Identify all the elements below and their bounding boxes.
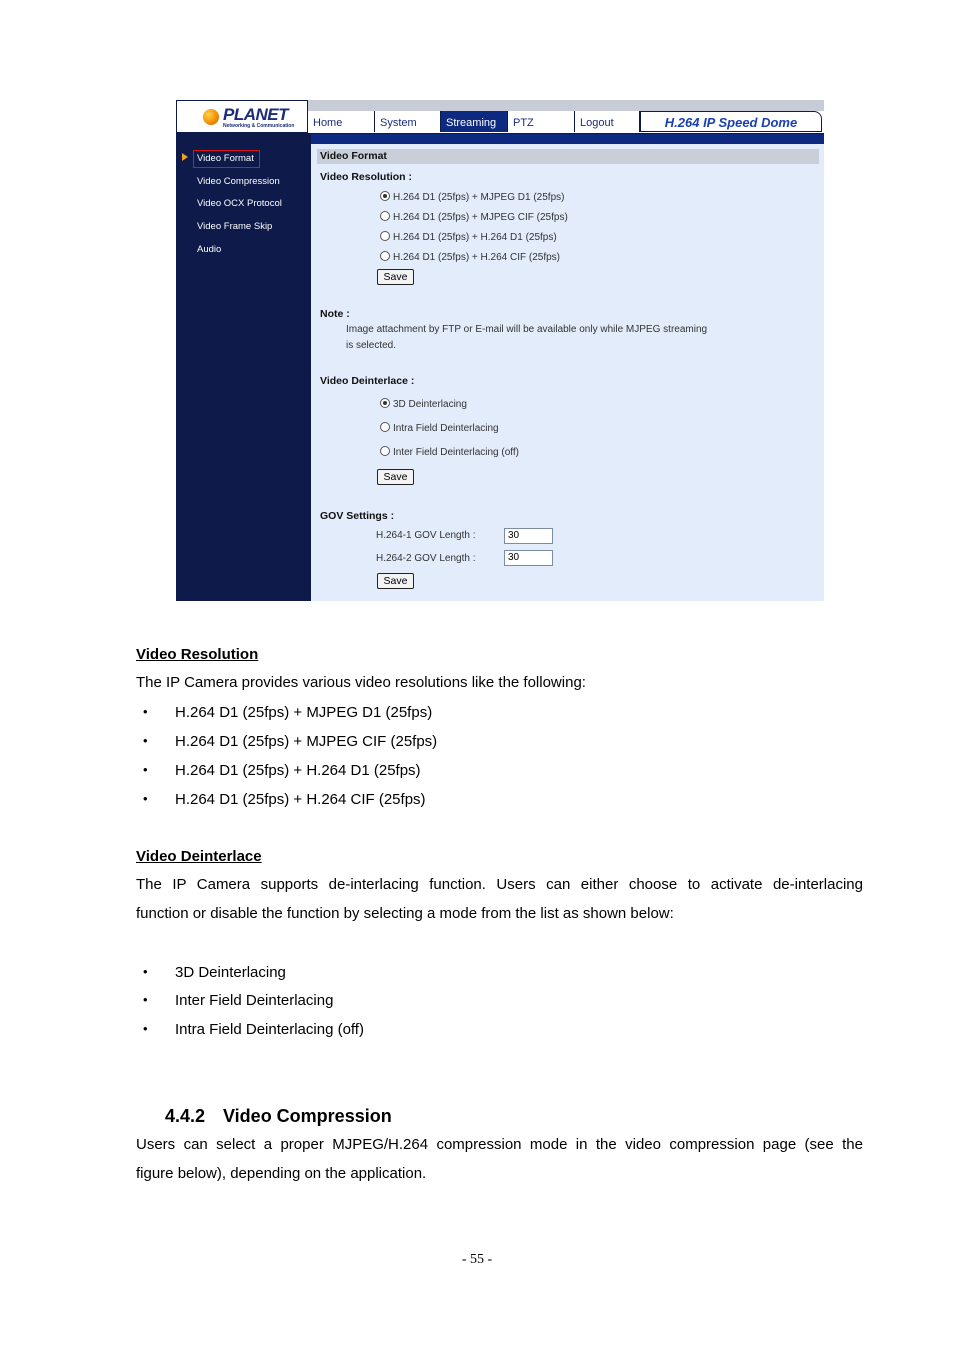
radio-selected-icon xyxy=(380,191,390,201)
product-name: H.264 IP Speed Dome xyxy=(640,111,822,132)
nav-underbar xyxy=(308,134,824,144)
list-item: Intra Field Deinterlacing (off) xyxy=(175,1021,364,1038)
radio-icon xyxy=(380,422,390,432)
tab-system[interactable]: System xyxy=(375,111,441,132)
radio-icon xyxy=(380,446,390,456)
paragraph-line: function or disable the function by selecting a mode from the list as shown below: xyxy=(136,905,674,922)
gov2-label: H.264-2 GOV Length : xyxy=(376,553,476,564)
deinterlace-option[interactable]: Inter Field Deinterlacing (off) xyxy=(380,446,519,459)
video-resolution-intro: The IP Camera provides various video resolutions like the following: xyxy=(136,674,586,691)
gov1-label: H.264-1 GOV Length : xyxy=(376,530,476,541)
bullet-icon: • xyxy=(143,704,148,719)
radio-icon xyxy=(380,231,390,241)
list-item: H.264 D1 (25fps) + MJPEG CIF (25fps) xyxy=(175,733,438,750)
selected-arrow-icon xyxy=(182,153,188,161)
logo-tagline: Networking & Communication xyxy=(223,123,295,129)
bullet-icon: • xyxy=(143,992,148,1007)
section-number: 4.4.2 xyxy=(165,1106,206,1126)
bullet-icon: • xyxy=(143,733,148,748)
bullet-icon: • xyxy=(143,1021,148,1036)
camera-ui-screenshot xyxy=(176,100,824,601)
paragraph-line: The IP Camera supports de-interlacing function. Users can either choose to activate de-interlacing xyxy=(136,876,863,893)
list-item: H.264 D1 (25fps) + MJPEG D1 (25fps) xyxy=(175,704,433,721)
logo-brand: PLANET xyxy=(223,105,288,124)
tab-ptz[interactable]: PTZ xyxy=(508,111,575,132)
list-item: Inter Field Deinterlacing xyxy=(175,992,334,1009)
video-deinterlace-heading: Video Deinterlace xyxy=(136,848,262,865)
sidebar-item-audio[interactable]: Audio xyxy=(197,244,222,255)
list-item: H.264 D1 (25fps) + H.264 D1 (25fps) xyxy=(175,762,421,779)
planet-logo xyxy=(176,100,308,133)
save-button[interactable]: Save xyxy=(377,573,414,589)
list-item: 3D Deinterlacing xyxy=(175,964,286,981)
content-panel xyxy=(311,144,824,601)
list-item: H.264 D1 (25fps) + H.264 CIF (25fps) xyxy=(175,791,426,808)
note-text: is selected. xyxy=(346,340,397,351)
page-number: - 55 - xyxy=(461,1252,493,1267)
resolution-option[interactable]: H.264 D1 (25fps) + MJPEG D1 (25fps) xyxy=(380,191,564,204)
video-resolution-heading: Video Resolution xyxy=(136,646,259,663)
panel-title: Video Format xyxy=(317,149,819,164)
tab-home[interactable]: Home xyxy=(308,111,375,132)
bullet-icon: • xyxy=(143,791,148,806)
deinterlace-option[interactable]: 3D Deinterlacing xyxy=(380,398,467,411)
globe-icon xyxy=(203,109,219,125)
save-button[interactable]: Save xyxy=(377,269,414,285)
tab-logout[interactable]: Logout xyxy=(575,111,640,132)
radio-icon xyxy=(380,251,390,261)
tab-streaming[interactable]: Streaming xyxy=(441,111,508,132)
section-title: Video Compression xyxy=(223,1106,392,1126)
radio-icon xyxy=(380,211,390,221)
sidebar-item-video-format[interactable]: Video Format xyxy=(193,150,260,168)
note-heading: Note : xyxy=(320,308,350,320)
resolution-option[interactable]: H.264 D1 (25fps) + MJPEG CIF (25fps) xyxy=(380,211,568,224)
paragraph-line: figure below), depending on the application. xyxy=(136,1165,427,1182)
sidebar-item-video-compression[interactable]: Video Compression xyxy=(197,176,280,187)
gov2-input[interactable]: 30 xyxy=(504,550,553,566)
note-text: Image attachment by FTP or E-mail will be available only while MJPEG streaming xyxy=(346,324,708,335)
sidebar-item-video-frame-skip[interactable]: Video Frame Skip xyxy=(197,221,273,232)
bullet-icon: • xyxy=(143,762,148,777)
nav-bar xyxy=(308,111,824,134)
deinterlace-heading: Video Deinterlace : xyxy=(320,375,415,387)
top-strip xyxy=(308,100,824,111)
radio-selected-icon xyxy=(380,398,390,408)
resolution-option[interactable]: H.264 D1 (25fps) + H.264 CIF (25fps) xyxy=(380,251,560,264)
gov1-input[interactable]: 30 xyxy=(504,528,553,544)
resolution-option[interactable]: H.264 D1 (25fps) + H.264 D1 (25fps) xyxy=(380,231,557,244)
paragraph-line: Users can select a proper MJPEG/H.264 compression mode in the video compression page (see the xyxy=(136,1136,863,1153)
gov-heading: GOV Settings : xyxy=(320,510,395,522)
sidebar-item-video-ocx-protocol[interactable]: Video OCX Protocol xyxy=(197,198,282,209)
sidebar xyxy=(176,133,311,601)
deinterlace-option[interactable]: Intra Field Deinterlacing xyxy=(380,422,499,435)
resolution-heading: Video Resolution : xyxy=(320,171,412,183)
save-button[interactable]: Save xyxy=(377,469,414,485)
bullet-icon: • xyxy=(143,964,148,979)
